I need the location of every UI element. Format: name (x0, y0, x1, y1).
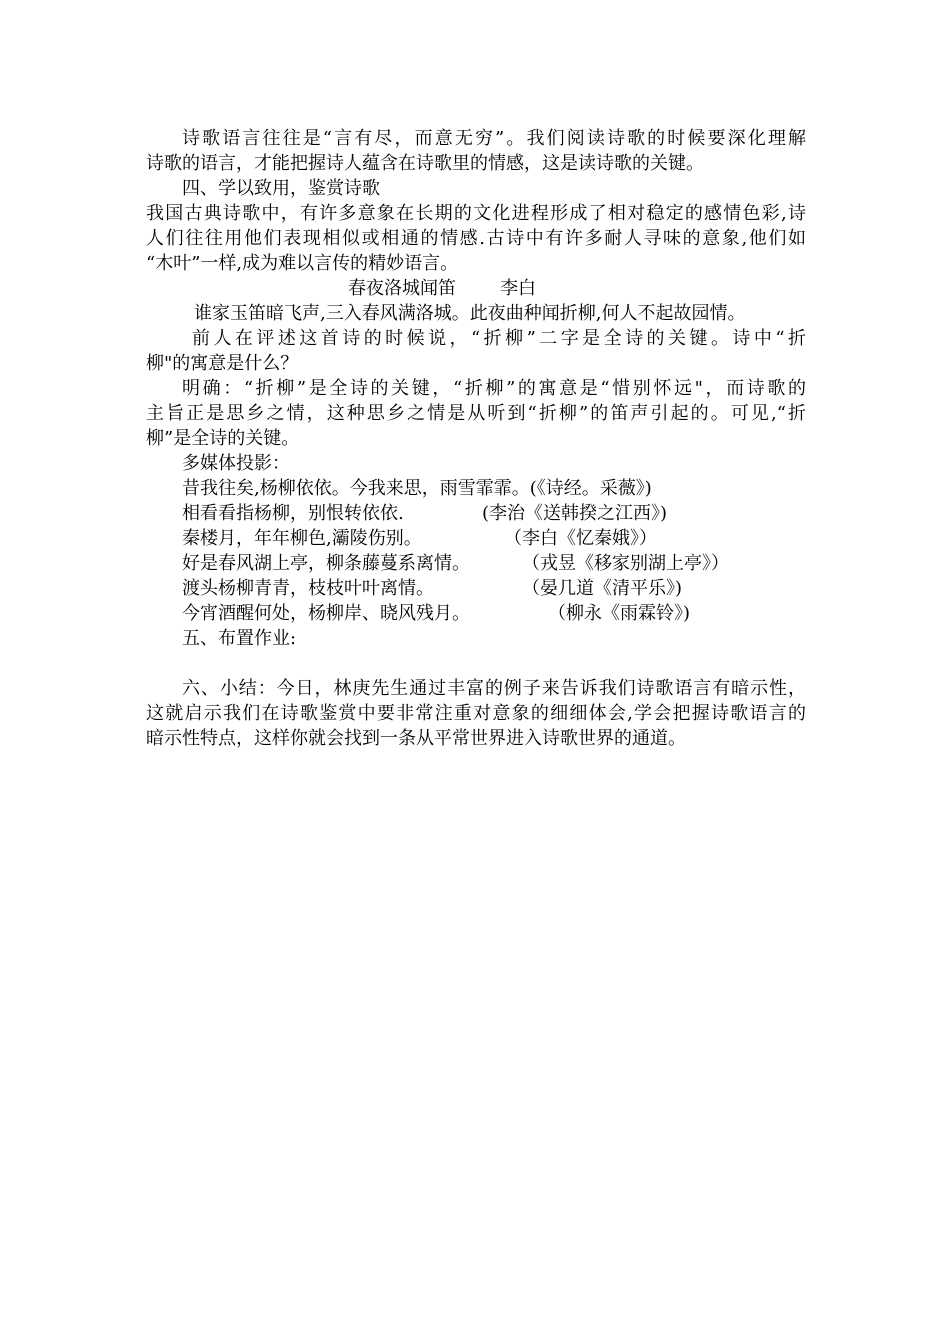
quote-source: (《诗经。采薇》) (529, 478, 652, 499)
quote-row (146, 476, 806, 501)
para1-line1: 诗歌语言往往是“言有尽，而意无穷”。我们阅读诗歌的时候要深化理解 (182, 128, 806, 149)
summary-line3: 暗示性特点，这样你就会找到一条从平常世界进入诗歌世界的通道。 (146, 728, 686, 749)
quote-line: 秦楼月，年年柳色,灞陵伤别。 (182, 528, 422, 549)
quote-row (146, 576, 806, 601)
section-5-heading: 五、布置作业: (182, 628, 297, 649)
quote-source: （柳永《雨霖铃》) (548, 603, 691, 624)
quote-source: （晏几道《清平乐》) (522, 578, 683, 599)
quote-row (146, 526, 806, 551)
quote-line: 好是春风湖上亭，柳条藤蔓系离情。 (182, 553, 470, 574)
poem-text: 谁家玉笛暗飞声,三入春风满洛城。此夜曲种闻折柳,何人不起故园情。 (194, 303, 746, 324)
summary-line2: 这就启示我们在诗歌鉴赏中要非常注重对意象的细细体会,学会把握诗歌语言的 (146, 703, 806, 724)
poem-author: 李白 (500, 278, 536, 299)
section-4-heading: 四、学以致用，鉴赏诗歌 (182, 178, 380, 199)
answer-line1: 明确：“折柳”是全诗的关键，“折柳”的寓意是“惜别怀远"，而诗歌的 (182, 378, 806, 399)
para2-line1: 我国古典诗歌中，有许多意象在长期的文化进程形成了相对稳定的感情色彩,诗 (146, 203, 806, 224)
para2-line2: 人们往往用他们表现相似或相通的情感.古诗中有许多耐人寻味的意象,他们如 (146, 228, 806, 249)
poem-title: 春夜洛城闻笛 (348, 278, 456, 299)
para2-line3: “木叶”一样,成为难以言传的精妙语言。 (146, 253, 459, 274)
quote-line: 昔我往矣,杨柳依依。今我来思，雨雪霏霏。 (182, 478, 530, 499)
multimedia-label: 多媒体投影： (182, 453, 290, 474)
blank-line (146, 651, 806, 676)
quote-line: 今宵酒醒何处，杨柳岸、晓风残月。 (182, 603, 470, 624)
para1-line2: 诗歌的语言，才能把握诗人蕴含在诗歌里的情感，这是读诗歌的关键。 (146, 153, 704, 174)
quote-source: (李治《送韩揆之江西》) (482, 503, 668, 524)
quote-line: 渡头杨柳青青，枝枝叶叶离情。 (182, 578, 434, 599)
answer-line3: 柳”是全诗的关键。 (146, 428, 300, 449)
quote-row (146, 551, 806, 576)
quote-source: （戎昱《移家别湖上亭》） (522, 553, 729, 574)
quote-source: （李白《忆秦娥》） (504, 528, 657, 549)
document-page (146, 126, 806, 751)
answer-line2: 主旨正是思乡之情，这种思乡之情是从听到“折柳”的笛声引起的。可见,“折 (146, 403, 806, 424)
quote-row (146, 601, 806, 626)
quote-line: 相看看指杨柳，别恨转依依. (182, 503, 404, 524)
question-line2: 柳"的寓意是什么？ (146, 353, 299, 374)
poem-heading (146, 276, 806, 301)
summary-line1: 六、小结：今日，林庚先生通过丰富的例子来告诉我们诗歌语言有暗示性， (182, 678, 806, 699)
quote-row (146, 501, 806, 526)
question-line1: 前人在评述这首诗的时候说，“折柳”二字是全诗的关键。诗中“折 (192, 328, 806, 349)
